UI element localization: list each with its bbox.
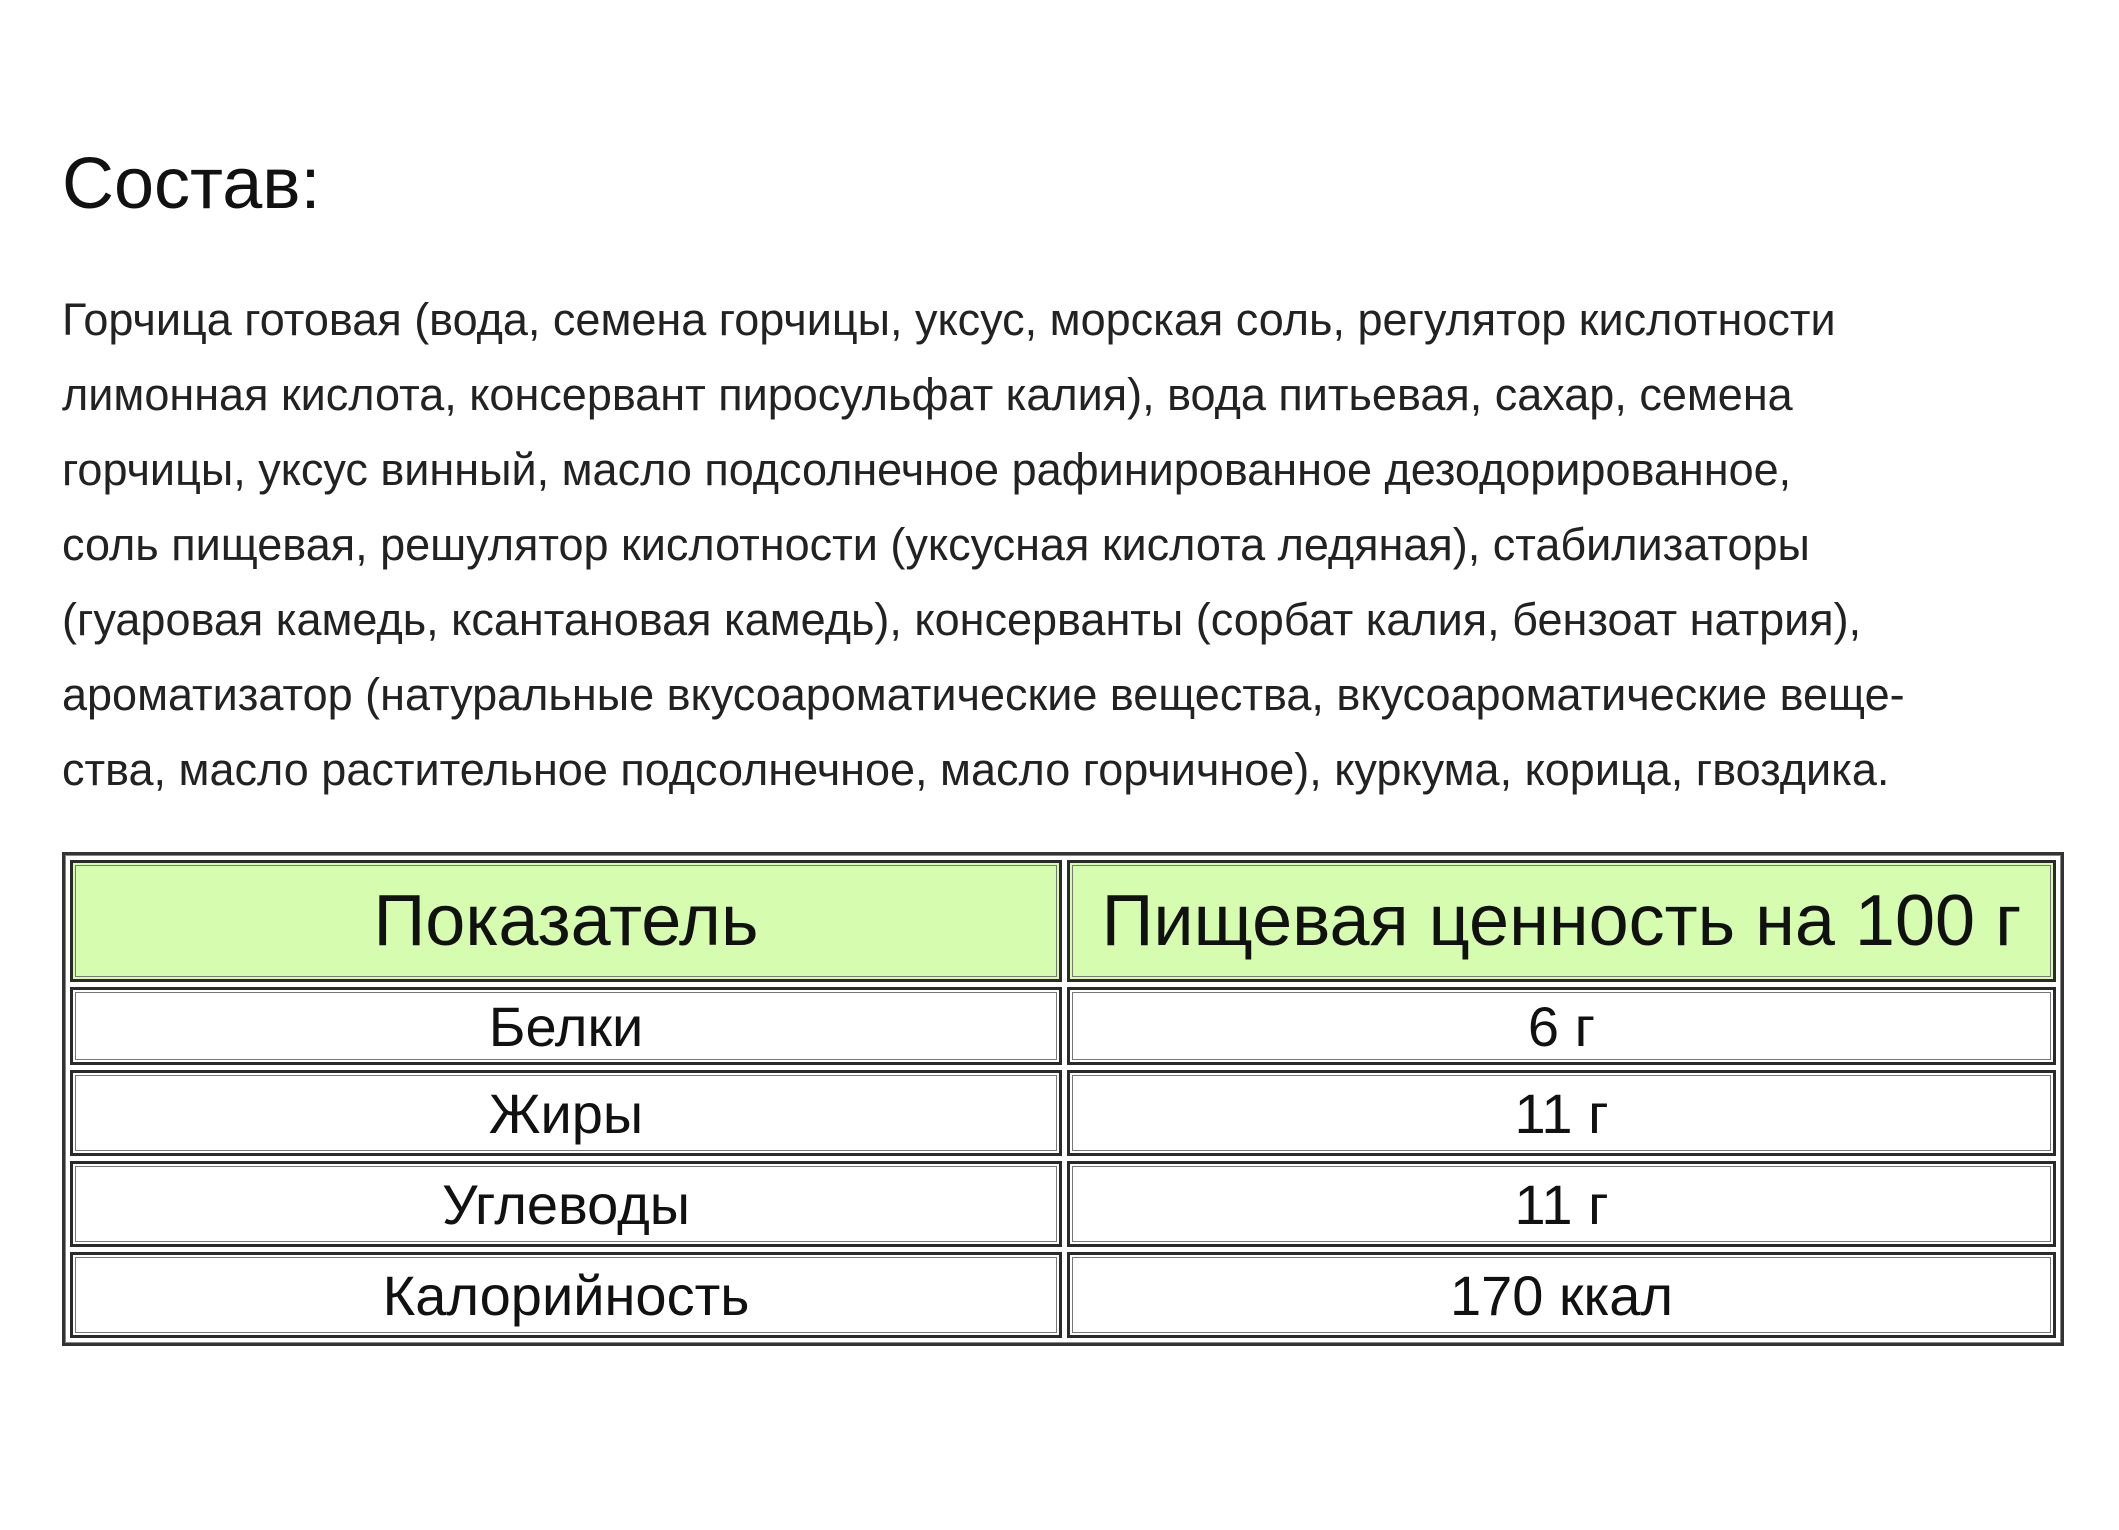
- cell-indicator: Жиры: [70, 1070, 1062, 1156]
- document: [62, 144, 2072, 807]
- cell-indicator: Белки: [70, 987, 1062, 1065]
- cell-value: 6 г: [1067, 987, 2056, 1065]
- composition-line: ства, масло растительное подсолнечное, масло горчичное), куркума, корица, гвоздика.: [62, 744, 1890, 795]
- composition-line: соль пищевая, решулятор кислотности (уксусная кислота ледяная), стабилизаторы: [62, 519, 1810, 570]
- cell-value: 170 ккал: [1067, 1252, 2056, 1338]
- table-row: [70, 1070, 2056, 1156]
- nutrition-table: [62, 852, 2064, 1346]
- table-row: [70, 987, 2056, 1065]
- page-title: Состав:: [62, 144, 321, 224]
- cell-indicator: Углеводы: [70, 1161, 1062, 1247]
- composition-line: горчицы, уксус винный, масло подсолнечное рафинированное дезодорированное,: [62, 444, 1792, 495]
- table-header-row: [70, 860, 2056, 982]
- composition-text: [62, 282, 2072, 807]
- cell-indicator: Калорийность: [70, 1252, 1062, 1338]
- composition-line: Горчица готовая (вода, семена горчицы, уксус, морская соль, регулятор кислотности: [62, 294, 1836, 345]
- table-row: [70, 1161, 2056, 1247]
- header-nutrition-value: Пищевая ценность на 100 г: [1067, 860, 2056, 982]
- header-indicator: Показатель: [70, 860, 1062, 982]
- table-row: [70, 1252, 2056, 1338]
- cell-value: 11 г: [1067, 1161, 2056, 1247]
- composition-line: (гуаровая камедь, ксантановая камедь), консерванты (сорбат калия, бензоат натрия),: [62, 594, 1862, 645]
- cell-value: 11 г: [1067, 1070, 2056, 1156]
- composition-line: лимонная кислота, консервант пиросульфат калия), вода питьевая, сахар, семена: [62, 369, 1793, 420]
- composition-line: ароматизатор (натуральные вкусоароматические вещества, вкусоароматические веще-: [62, 669, 1905, 720]
